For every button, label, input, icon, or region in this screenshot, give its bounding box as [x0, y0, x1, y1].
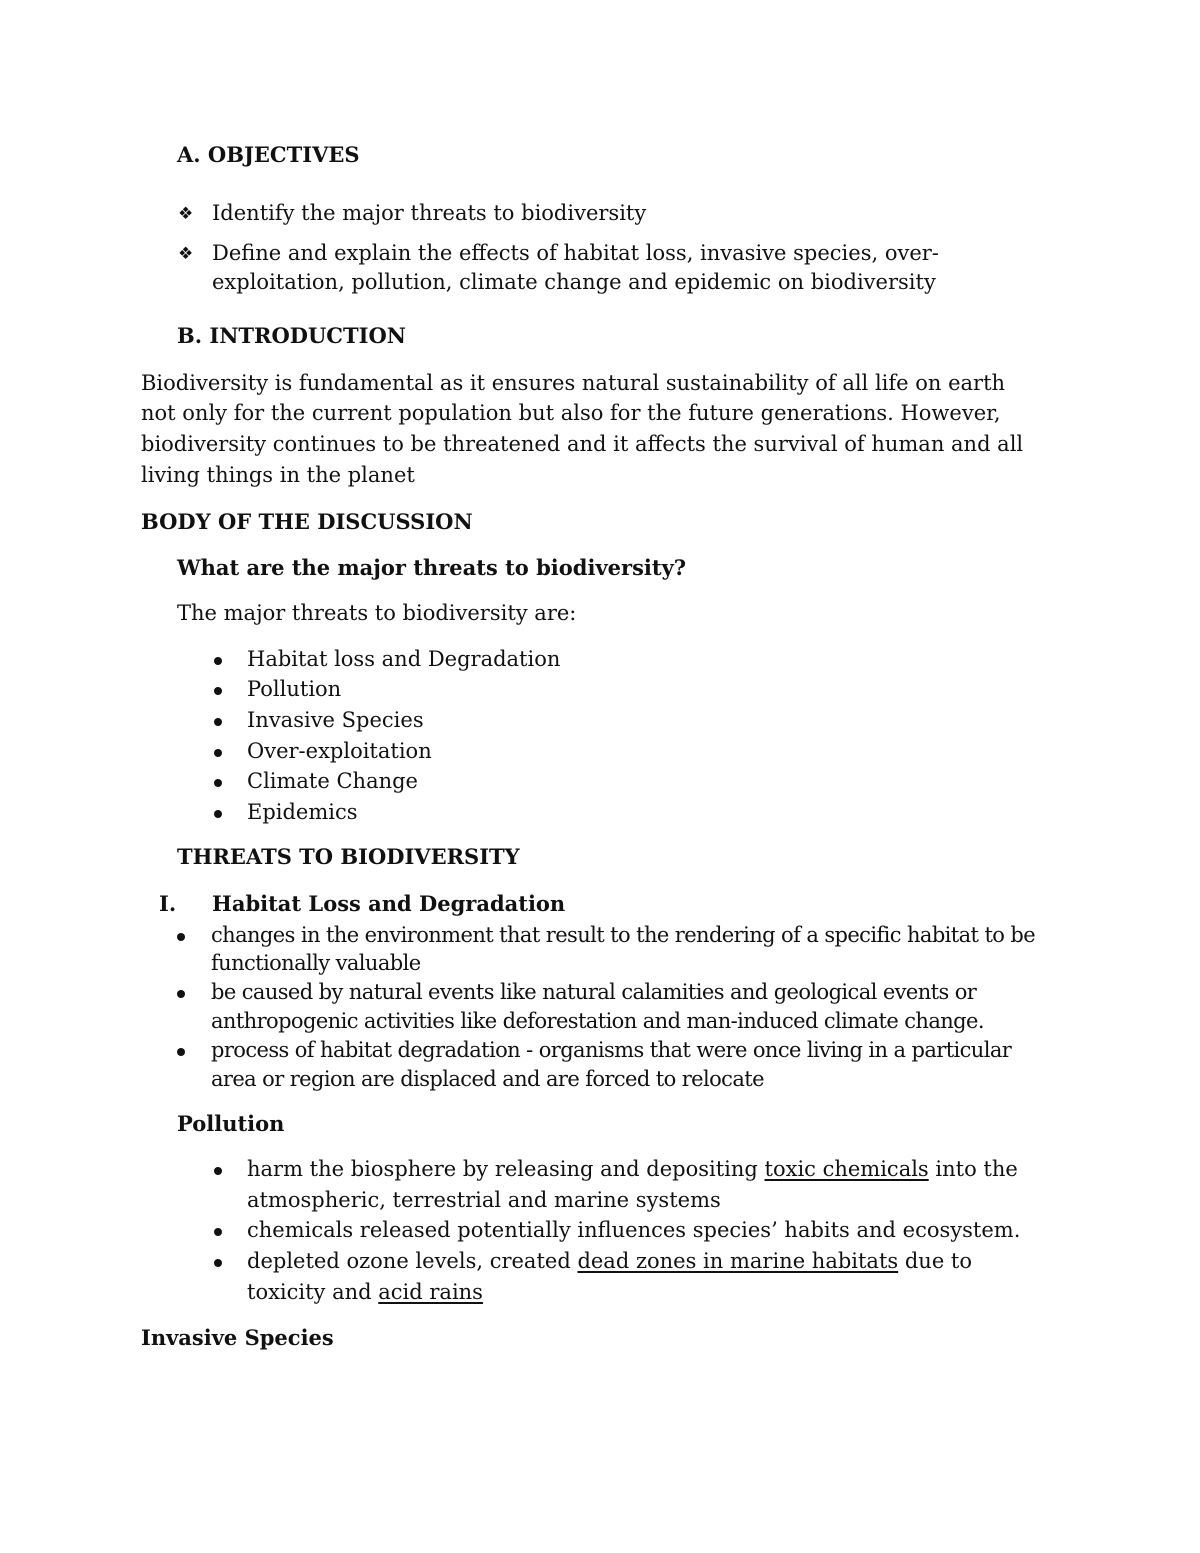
- invasive-title: Invasive Species: [141, 1325, 334, 1350]
- diamond-bullet-icon: ❖: [178, 244, 194, 264]
- bullet-icon: [214, 687, 222, 695]
- diamond-bullet-icon: ❖: [178, 204, 194, 224]
- bullet-icon: [177, 1048, 185, 1056]
- objective-item: Identify the major threats to biodiversity: [212, 201, 647, 225]
- bullet-icon: [214, 718, 222, 726]
- threats-heading: THREATS TO BIODIVERSITY: [177, 844, 520, 869]
- pollution-line: depleted ozone levels, created dead zones in marine habitats due to: [247, 1249, 972, 1273]
- habitat-line: area or region are displaced and are forced to relocate: [211, 1067, 764, 1091]
- acid-rains-link[interactable]: acid rains: [378, 1280, 483, 1304]
- pollution-line: harm the biosphere by releasing and depositing toxic chemicals into the: [247, 1157, 1018, 1181]
- objective-item-continuation: exploitation, pollution, climate change and epidemic on biodiversity: [212, 270, 936, 294]
- body-lead: The major threats to biodiversity are:: [177, 601, 577, 625]
- habitat-line: functionally valuable: [211, 951, 421, 975]
- habitat-line: changes in the environment that result to the rendering of a specific habitat to be: [211, 923, 1036, 947]
- intro-line: Biodiversity is fundamental as it ensures natural sustainability of all life on earth: [141, 371, 1006, 395]
- threat-item: Epidemics: [247, 800, 358, 824]
- threat-item: Invasive Species: [247, 708, 424, 732]
- introduction-heading: B. INTRODUCTION: [177, 323, 406, 348]
- habitat-line: anthropogenic activities like deforestation and man-induced climate change.: [211, 1009, 984, 1033]
- dead-zones-link[interactable]: dead zones in marine habitats: [577, 1249, 899, 1273]
- objective-item: Define and explain the effects of habitat loss, invasive species, over-: [212, 241, 939, 265]
- habitat-line: be caused by natural events like natural calamities and geological events or: [211, 980, 977, 1004]
- bullet-icon: [214, 1228, 222, 1236]
- threat-item: Habitat loss and Degradation: [247, 647, 561, 671]
- bullet-icon: [214, 779, 222, 787]
- threat-item: Pollution: [247, 677, 342, 701]
- bullet-icon: [214, 1167, 222, 1175]
- pollution-line: toxicity and acid rains: [247, 1280, 483, 1304]
- pollution-line: chemicals released potentially influences species’ habits and ecosystem.: [247, 1218, 1021, 1242]
- bullet-icon: [214, 657, 222, 665]
- toxic-chemicals-link[interactable]: toxic chemicals: [764, 1157, 929, 1181]
- body-heading: BODY OF THE DISCUSSION: [141, 509, 473, 534]
- pollution-line: atmospheric, terrestrial and marine systems: [247, 1188, 721, 1212]
- intro-line: biodiversity continues to be threatened and it affects the survival of human and all: [141, 432, 1024, 456]
- bullet-icon: [177, 990, 185, 998]
- habitat-title: Habitat Loss and Degradation: [212, 891, 566, 916]
- habitat-line: process of habitat degradation - organisms that were once living in a particular: [211, 1038, 1012, 1062]
- bullet-icon: [214, 810, 222, 818]
- threat-item: Over-exploitation: [247, 739, 432, 763]
- bullet-icon: [214, 749, 222, 757]
- objectives-heading: A. OBJECTIVES: [177, 142, 360, 167]
- pollution-title: Pollution: [177, 1111, 285, 1136]
- bullet-icon: [214, 1259, 222, 1267]
- intro-line: living things in the planet: [141, 463, 415, 487]
- habitat-numeral: I.: [159, 891, 177, 916]
- threat-item: Climate Change: [247, 769, 418, 793]
- bullet-icon: [177, 933, 185, 941]
- body-question: What are the major threats to biodiversity?: [177, 555, 687, 580]
- intro-line: not only for the current population but also for the future generations. However,: [141, 401, 1001, 425]
